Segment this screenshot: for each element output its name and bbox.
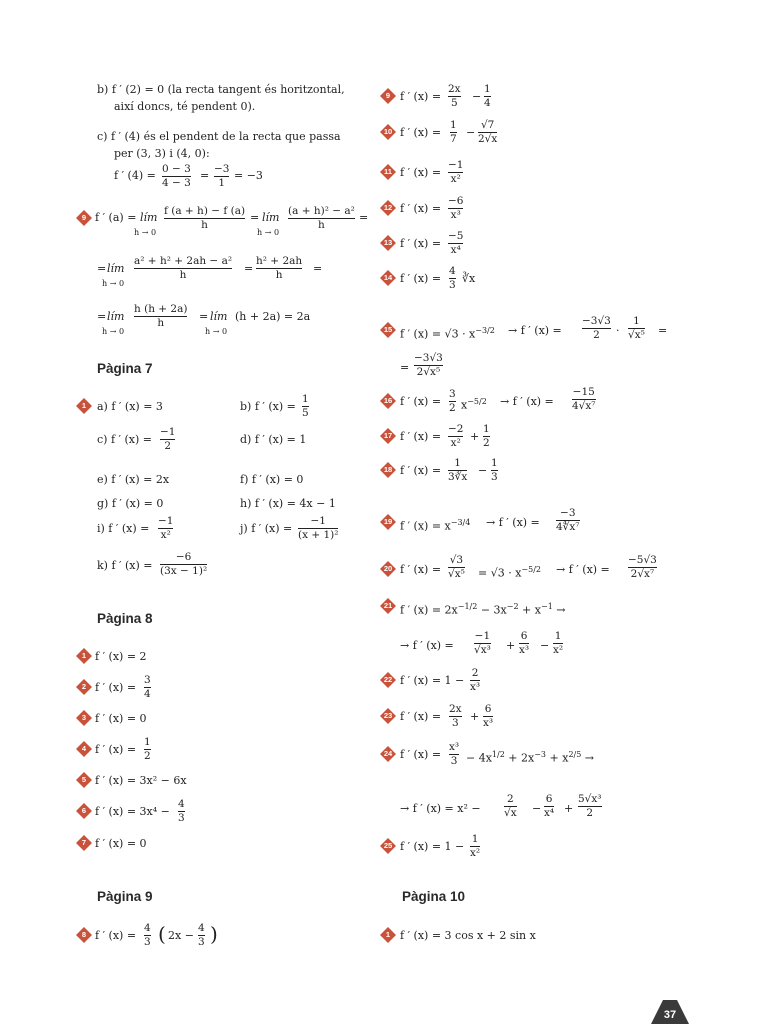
text-line: = [250,211,260,224]
exercise-number-badge: 15 [380,322,396,338]
text-line: f ′ (x) = 3 cos x + 2 sin x [400,929,536,942]
fraction: 1 3∛x [448,457,468,483]
text-line: $x^{-5/2}$ [461,397,487,412]
text-line: així doncs, té pendent 0). [114,100,256,113]
text-line: − [472,90,482,103]
fraction: −1 2 [160,426,176,452]
section-heading: Pàgina 9 [97,889,153,904]
text-line: f ′ $(x) = √3 \cdot x^{-3/2}$ [400,326,495,341]
lim-subscript: h → 0 [257,228,280,237]
fraction: 1 x² [470,833,481,859]
text-line: + [564,802,574,815]
fraction: √7 2√x [478,119,498,145]
text-line: h) f ′ (x) = 4x − 1 [240,497,336,510]
exercise-number-badge: 5 [76,772,92,788]
text-line: b) f ′ (2) = 0 (la recta tangent és horitzontal, [97,83,345,96]
exercise-number-badge: 19 [380,514,396,530]
text-line: c) f ′ (4) és el pendent de la recta que passa [97,130,341,143]
exercise-number-badge: 9 [380,88,396,104]
text-line: f ′ (a) = [95,211,137,224]
exercise-number-badge: 6 [76,803,92,819]
page-number: 37 [663,1009,677,1021]
text-line: = [313,262,323,275]
fraction: −3√3 2√x⁵ [414,352,443,378]
text-line: f ′ (x) = [400,237,442,250]
fraction: 5√x³ 2 [578,793,602,819]
fraction: −1 (x + 1)² [298,515,339,541]
fraction: −3 1 [214,163,230,189]
fraction: −2 x² [448,423,464,449]
text-line: a) f ′ (x) = 3 [97,400,163,413]
text-line: f ′ (x) = 1 − [400,674,465,687]
text-line: f ′ (x) = [400,202,442,215]
text-line: f ′ (x) = 3x⁴ − [95,805,170,818]
text-line: f ′ (x) = [400,166,442,179]
text-line: + [470,430,480,443]
text-line: = [97,262,107,275]
text-line: = [97,310,107,323]
text-line: → f ′ (x) = [500,395,554,408]
fraction: 2 √x [504,793,517,819]
text-line: = −3 [234,169,263,182]
fraction: 6 x⁴ [544,793,555,819]
fraction: −6 x³ [448,195,464,221]
exercise-number-badge: 11 [380,164,396,180]
text-line: f ′ $(x) = 2x^{-1/2} - 3x^{-2} + x^{-1}$ → [400,602,566,617]
lim-symbol: lím [107,262,125,275]
exercise-number-badge: 3 [76,710,92,726]
exercise-number-badge: 14 [380,270,396,286]
fraction: 1 4 [484,83,491,109]
text-line: f ′ (x) = [95,929,137,942]
text-line: − [540,639,550,652]
fraction: 4 3 [449,265,456,291]
text-line: = [658,324,668,337]
fraction: f (a + h) − f (a) h [164,205,246,231]
fraction: 6 x³ [519,630,530,656]
text-line: f ′ (x) = [400,90,442,103]
exercise-number-badge: 23 [380,708,396,724]
exercise-number-badge: 1 [76,648,92,664]
fraction: h (h + 2a) h [134,303,188,329]
text-line: f ′ (x) = [400,272,442,285]
exercise-number-badge: 4 [76,741,92,757]
text-line: f ′ (x) = [95,743,137,756]
fraction: 2 x³ [470,667,481,693]
exercise-number-badge: 21 [380,598,396,614]
text-line: b) f ′ (x) = [240,400,296,413]
text-line: f ′ (x) = [400,464,442,477]
fraction: −1 √x³ [474,630,491,656]
text-line: − [478,464,488,477]
text-line: · [616,324,620,337]
text-line: f ′ (x) = 0 [95,837,147,850]
text-line: f ′ (x) = [400,563,442,576]
text-line: f ′ $(x) = x^{-3/4}$ [400,518,471,533]
exercise-number-badge: 24 [380,746,396,762]
text-line: = [244,262,254,275]
section-heading: Pàgina 10 [402,889,466,904]
exercise-number-badge: 1 [380,927,396,943]
text-line: → f ′ (x) = [508,324,562,337]
text-line: = $√3 \cdot x^{-5/2}$ [478,565,541,580]
fraction: h² + 2ah h [256,255,303,281]
text-line: f ′ (4) = [114,169,156,182]
text-line: f ′ (x) = 1 − [400,840,465,853]
exercise-number-badge: 2 [76,679,92,695]
fraction: 1 5 [302,393,309,419]
fraction: x³ 3 [449,741,460,767]
text-line: c) f ′ (x) = [97,433,153,446]
text-line: f ′ (x) = 3x² − 6x [95,774,187,787]
text-line: f ′ (x) = [400,710,442,723]
text-line: (h + 2a) = 2a [235,310,311,323]
exercise-number-badge: 18 [380,462,396,478]
text-line: i) f ′ (x) = [97,522,150,535]
fraction: 4 3 [198,922,205,948]
fraction: 0 − 3 4 − 3 [162,163,191,189]
text-line: + [470,710,480,723]
fraction: 6 x³ [483,703,494,729]
lim-subscript: h → 0 [102,327,125,336]
fraction: −6 (3x − 1)² [160,551,208,577]
fraction: 4 3 [178,798,185,824]
fraction: 1 2 [144,736,151,762]
text-line: ∛x [462,272,476,285]
parenthesis: ( [158,922,166,946]
fraction: −3√3 2 [582,315,611,341]
text-line: 2x − [168,929,194,942]
lim-subscript: h → 0 [134,228,157,237]
fraction: 1 x² [553,630,564,656]
text-line: → f ′ (x) = [486,516,540,529]
exercise-number-badge: 13 [380,235,396,251]
text-line: d) f ′ (x) = 1 [240,433,307,446]
text-line: e) f ′ (x) = 2x [97,473,170,486]
text-line: + [506,639,516,652]
fraction: −3 4∜x⁷ [556,507,580,533]
fraction: (a + h)² − a² h [288,205,355,231]
text-line: − [466,126,476,139]
fraction: 1 3 [491,457,498,483]
fraction: 4 3 [144,922,151,948]
lim-subscript: h → 0 [102,279,125,288]
fraction: 3 2 [449,388,456,414]
exercise-number-badge: 12 [380,200,396,216]
exercise-number-badge: 16 [380,393,396,409]
exercise-number-badge: 7 [76,835,92,851]
fraction: 2x 3 [449,703,462,729]
text-line: f ′ (x) = 2 [95,650,147,663]
fraction: 3 4 [144,674,151,700]
exercise-number-badge: 10 [380,124,396,140]
text-line: f ′ (x) = [95,681,137,694]
exercise-number-badge: 20 [380,561,396,577]
exercise-number-badge: 1 [76,398,92,414]
fraction: 1 √x⁵ [628,315,645,341]
fraction: 1 2 [483,423,490,449]
parenthesis: ) [210,922,218,946]
text-line: f ′ (x) = [400,395,442,408]
text-line: g) f ′ (x) = 0 [97,497,164,510]
text-line: f ′ (x) = [400,748,442,761]
lim-subscript: h → 0 [205,327,228,336]
text-line: f ′ (x) = [400,430,442,443]
text-line: f ′ (x) = [400,126,442,139]
section-heading: Pàgina 7 [97,361,153,376]
fraction: −1 x² [158,515,174,541]
exercise-number-badge: 22 [380,672,396,688]
fraction: √3 √x⁵ [448,554,465,580]
fraction: 1 7 [450,119,457,145]
lim-symbol: lím [262,211,280,224]
text-line: per (3, 3) i (4, 0): [114,147,210,160]
text-line: j) f ′ (x) = [240,522,293,535]
lim-symbol: lím [107,310,125,323]
text-line: = [200,169,210,182]
text-line: → f ′ (x) = [556,563,610,576]
text-line: → f ′ (x) = [400,639,454,652]
exercise-number-badge: 25 [380,838,396,854]
fraction: a² + h² + 2ah − a² h [134,255,233,281]
fraction: −5√3 2√x⁷ [628,554,657,580]
lim-symbol: lím [210,310,228,323]
text-line: = [400,361,410,374]
text-line: − $4x^{1/2} + 2x^{-3} + x^{2/5}$ → [466,750,595,765]
text-line: → f ′ (x) = x² − [400,802,481,815]
text-line: = [199,310,209,323]
text-line: f ′ (x) = 0 [95,712,147,725]
text-line: − [532,802,542,815]
exercise-number-badge: 9 [76,210,92,226]
fraction: 2x 5 [448,83,461,109]
fraction: −1 x² [448,159,464,185]
section-heading: Pàgina 8 [97,611,153,626]
exercise-number-badge: 17 [380,428,396,444]
text-line: k) f ′ (x) = [97,559,153,572]
exercise-number-badge: 8 [76,927,92,943]
fraction: −5 x⁴ [448,230,464,256]
text-line: = [359,211,369,224]
fraction: −15 4√x⁷ [572,386,596,412]
text-line: f) f ′ (x) = 0 [240,473,304,486]
lim-symbol: lím [140,211,158,224]
